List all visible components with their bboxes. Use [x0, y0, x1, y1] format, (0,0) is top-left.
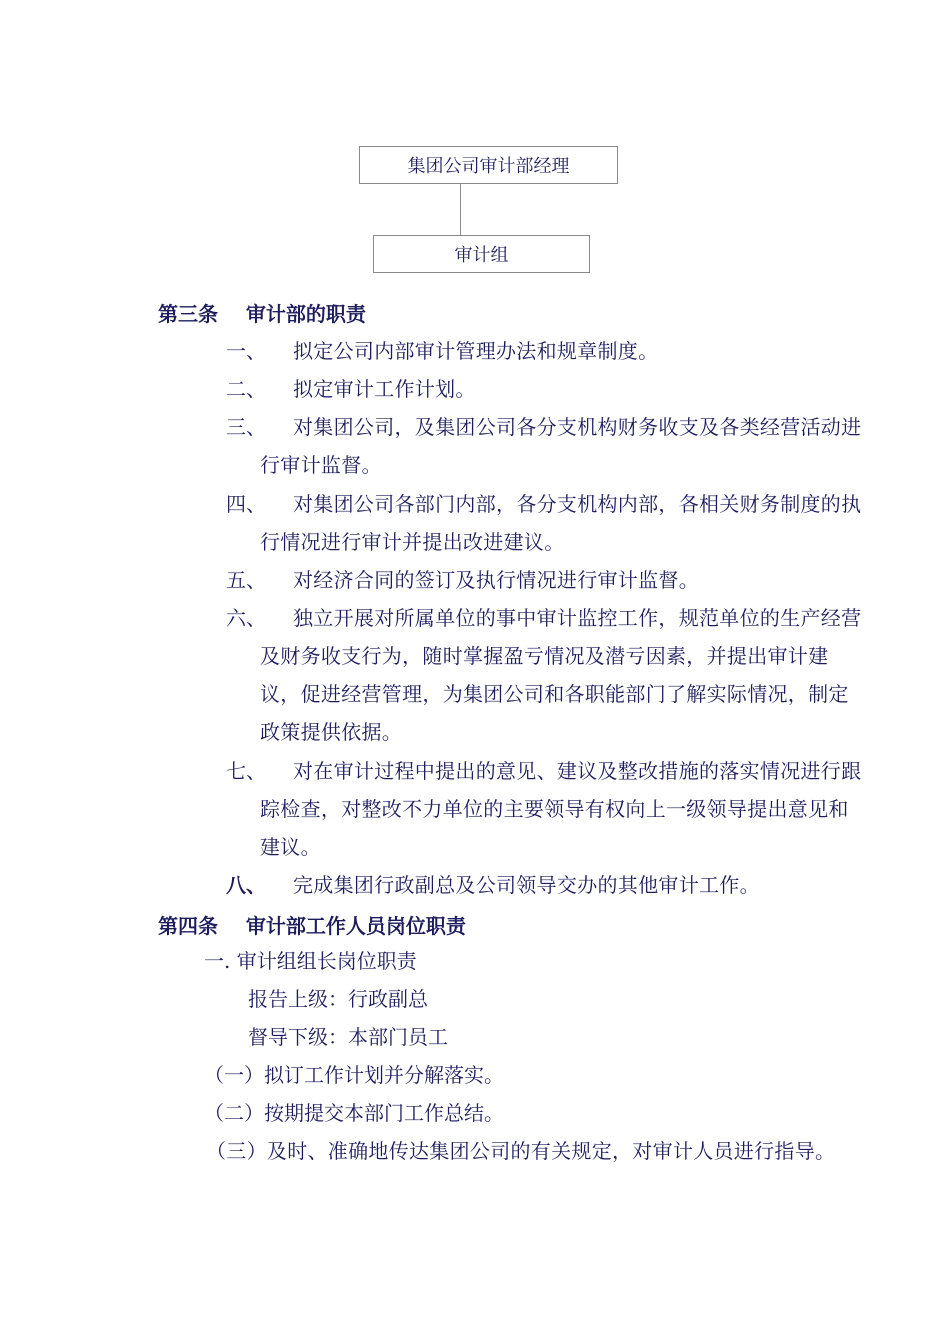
org-box-audit-manager	[359, 146, 618, 184]
item-text: 独立开展对所属单位的事中审计监控工作，规范单位的生产经营及财务收支行为，随时掌握盈亏情况及潜亏因素，并提出审计建议，促进经营管理，为集团公司和各职能部门了解实际情况，制定政策提供依据。	[260, 606, 862, 744]
org-box-label: 审计组	[454, 245, 509, 266]
item-number: 八、	[226, 873, 266, 897]
item-text: 拟定公司内部审计管理办法和规章制度。	[293, 339, 659, 363]
duty-item: （一）拟订工作计划并分解落实。	[204, 1063, 504, 1087]
item-text: 拟定审计工作计划。	[293, 377, 476, 401]
duty-item: （三）及时、准确地传达集团公司的有关规定，对审计人员进行指导。	[206, 1139, 836, 1163]
list-item	[226, 332, 866, 370]
list-item	[226, 752, 866, 866]
item-number: 二、	[226, 377, 266, 401]
article3-heading: 第三条 审计部的职责	[158, 302, 366, 326]
duty-item: （二）按期提交本部门工作总结。	[204, 1101, 504, 1125]
list-item	[226, 370, 866, 408]
list-item	[226, 561, 866, 599]
org-box-label: 集团公司审计部经理	[407, 156, 570, 177]
list-item	[226, 866, 866, 904]
item-number: 七、	[226, 759, 266, 783]
supervise-line: 督导下级：本部门员工	[248, 1025, 448, 1049]
article4-heading: 第四条 审计部工作人员岗位职责	[158, 914, 466, 938]
list-item	[226, 599, 866, 751]
item-number: 四、	[226, 492, 266, 516]
item-number: 五、	[226, 568, 266, 592]
item-number: 三、	[226, 415, 266, 439]
item-text: 对经济合同的签订及执行情况进行审计监督。	[293, 568, 699, 592]
list-item	[226, 408, 866, 484]
item-number: 六、	[226, 606, 266, 630]
item-text: 对集团公司，及集团公司各分支机构财务收支及各类经营活动进行审计监督。	[260, 415, 862, 477]
item-text: 完成集团行政副总及公司领导交办的其他审计工作。	[293, 873, 760, 897]
item-number: 一、	[226, 339, 266, 363]
sub-section-title: 一. 审计组组长岗位职责	[204, 949, 417, 973]
item-text: 对在审计过程中提出的意见、建议及整改措施的落实情况进行跟踪检查，对整改不力单位的主要领导有权向上一级领导提出意见和建议。	[260, 759, 862, 859]
list-item	[226, 485, 866, 561]
item-text: 对集团公司各部门内部，各分支机构内部，各相关财务制度的执行情况进行审计并提出改进建议。	[260, 492, 862, 554]
report-to-line: 报告上级：行政副总	[248, 987, 428, 1011]
org-connector-line	[460, 184, 461, 235]
org-box-audit-group	[373, 235, 590, 273]
